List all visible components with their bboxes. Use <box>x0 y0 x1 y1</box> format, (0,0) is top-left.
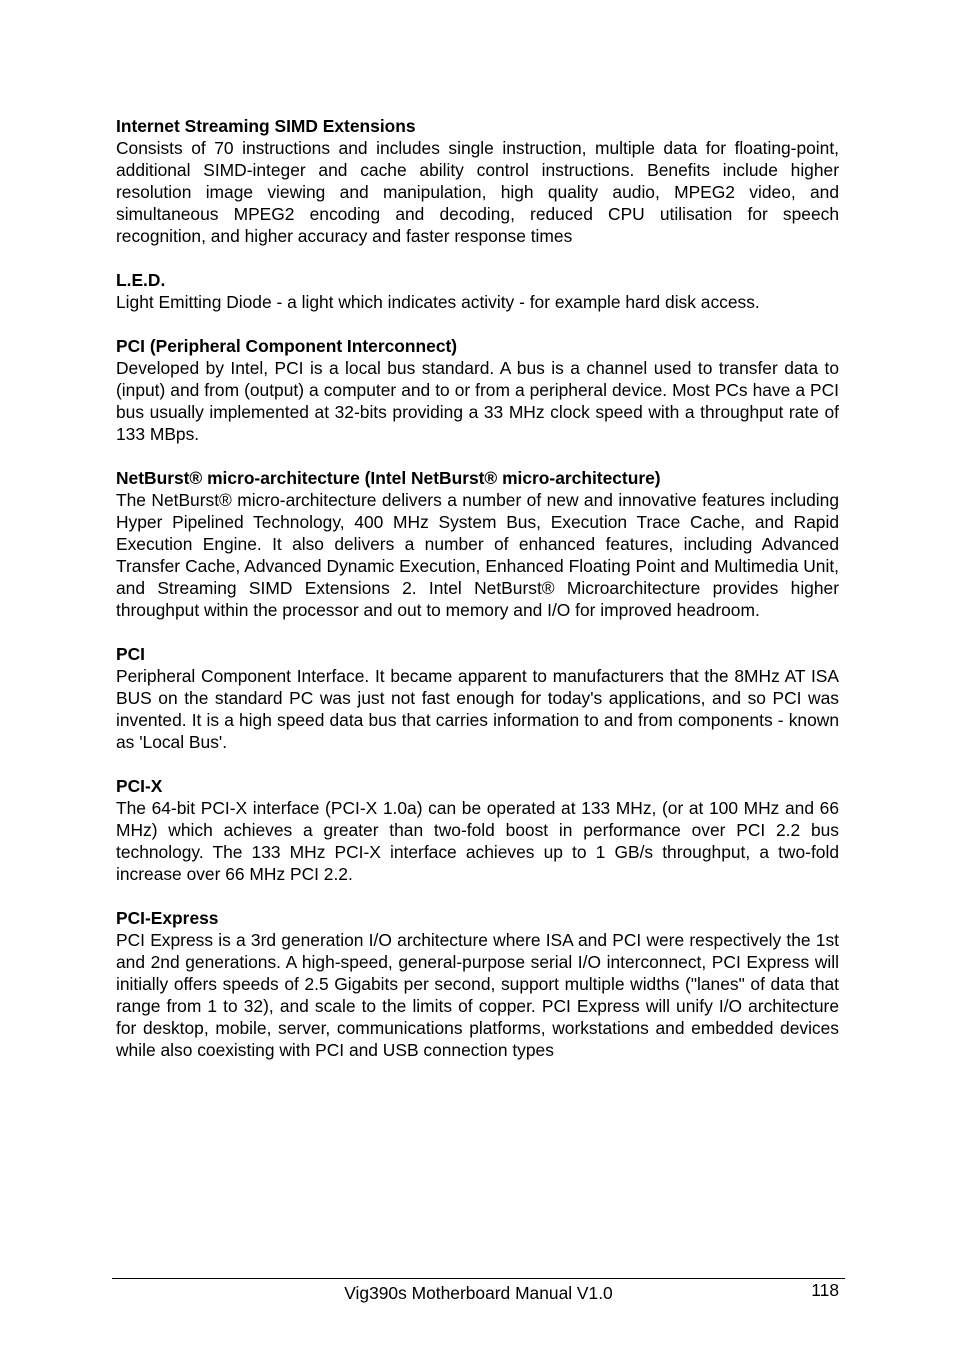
glossary-entry-pci-interconnect <box>116 335 839 445</box>
glossary-entry-pci <box>116 643 839 753</box>
entry-body: Developed by Intel, PCI is a local bus standard. A bus is a channel used to transfer data to (input) and from (output) a computer and to or from a peripheral device. Most PCs have a PCI bus usually implemented at 32-bits providing a 33 MHz clock speed with a throughput rate of 133 MBps. <box>116 358 839 444</box>
glossary-entry-led <box>116 269 839 313</box>
footer-title: Vig390s Motherboard Manual V1.0 <box>344 1283 613 1303</box>
footer-divider <box>112 1278 845 1279</box>
entry-body: The NetBurst® micro-architecture delivers a number of new and innovative features including Hyper Pipelined Technology, 400 MHz System Bus, Execution Trace Cache, and Rapid Execution Engine. It also delivers a number of enhanced features, including Advanced Transfer Cache, Advanced Dynamic Execution, Enhanced Floating Point and Multimedia Unit, and Streaming SIMD Extensions 2. Intel NetBurst® Microarchitecture provides higher throughput within the processor and out to memory and I/O for improved headroom. <box>116 490 839 620</box>
entry-title: PCI <box>116 644 145 664</box>
entry-body: Peripheral Component Interface. It became apparent to manufacturers that the 8MHz AT ISA BUS on the standard PC was just not fast enough for today's applications, and so PCI was invented. It is a high speed data bus that carries information to and from components - known as 'Local Bus'. <box>116 666 839 752</box>
entry-body: The 64-bit PCI-X interface (PCI-X 1.0a) can be operated at 133 MHz, (or at 100 MHz and 66 MHz) which achieves a greater than two-fold boost in performance over PCI 2.2 bus technology. The 133 MHz PCI-X interface achieves up to 1 GB/s throughput, a two-fold increase over 66 MHz PCI 2.2. <box>116 798 839 884</box>
entry-title: PCI-Express <box>116 908 219 928</box>
entry-title: NetBurst® micro-architecture (Intel NetBurst® micro-architecture) <box>116 468 661 488</box>
entry-title: L.E.D. <box>116 270 166 290</box>
entry-title: PCI (Peripheral Component Interconnect) <box>116 336 458 356</box>
entry-title: Internet Streaming SIMD Extensions <box>116 116 416 136</box>
page-number: 118 <box>811 1280 839 1300</box>
glossary-content <box>116 115 839 1083</box>
glossary-entry-pci-x <box>116 775 839 885</box>
entry-title: PCI-X <box>116 776 163 796</box>
glossary-entry-pci-express <box>116 907 839 1061</box>
glossary-entry-netburst <box>116 467 839 621</box>
entry-body: PCI Express is a 3rd generation I/O architecture where ISA and PCI were respectively the 1st and 2nd generations. A high-speed, general-purpose serial I/O interconnect, PCI Express will initially offers speeds of 2.5 Gigabits per second, support multiple widths ("lanes" of data that range from 1 to 32), and scale to the limits of copper. PCI Express will unify I/O architecture for desktop, mobile, server, communications platforms, workstations and embedded devices while also coexisting with PCI and USB connection types <box>116 930 839 1060</box>
entry-body: Consists of 70 instructions and includes single instruction, multiple data for floating-point, additional SIMD-integer and cache ability control instructions. Benefits include higher resolution image viewing and manipulation, high quality audio, MPEG2 video, and simultaneous MPEG2 encoding and decoding, reduced CPU utilisation for speech recognition, and higher accuracy and faster response times <box>116 138 839 246</box>
entry-body: Light Emitting Diode - a light which indicates activity - for example hard disk access. <box>116 292 760 312</box>
glossary-entry-isse <box>116 115 839 247</box>
